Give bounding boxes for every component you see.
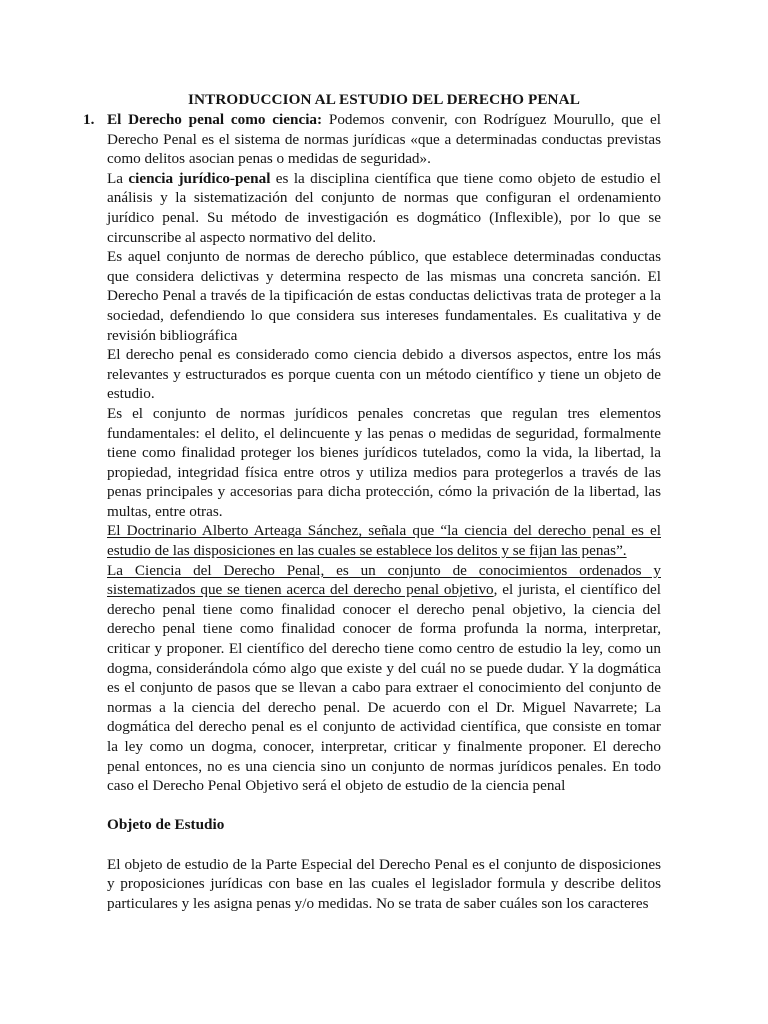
paragraph-derecho-publico: Es aquel conjunto de normas de derecho público, que establece determinadas conductas que considera delictivas y determina respecto de las mismas una concreta sanción. El Derecho Penal a través de la tipificación de estas conductas delictivas trata de proteger a la sociedad, defendiendo lo que considera sus intereses fundamentales. Es cualitativa y de revisión bibliográfica <box>107 248 661 344</box>
paragraph-conjunto-normas: Es el conjunto de normas jurídicos penales concretas que regulan tres elementos fundamentales: el delito, el delincuente y las penas o medidas de seguridad, formalmente tiene como finalidad proteger los bienes jurídicos tutelados, como la vida, la libertad, la propiedad, integridad física entre otros y utiliza medios para protegerlos a través de las penas principales y accesorias para dicha protección, cómo la privación de la libertad, las multas, entre otras. <box>107 404 661 520</box>
paragraph-ciencia-text: es la disciplina científica que tiene como objeto de estudio el análisis y la sistematización del conjunto de normas que configuran el ordenamiento jurídico penal. Su método de investigación es dogmático (Inflexible), por lo que se circunscribe al aspecto normativo del delito. <box>107 169 661 246</box>
document-title: INTRODUCCION AL ESTUDIO DEL DERECHO PENAL <box>188 91 580 108</box>
paragraph-ciencia-term: ciencia jurídico-penal <box>128 169 271 187</box>
paragraph-considerado-ciencia: El derecho penal es considerado como ciencia debido a diversos aspectos, entre los más relevantes y estructurados es porque cuenta con un método científico y tiene un objeto de estudio. <box>107 346 661 403</box>
paragraph-definition-text: Podemos convenir, con Rodríguez Mourullo, que el Derecho Penal es el sistema de normas jurídicas «que a determinadas conductas previstas como delitos asocian penas o medidas de seguridad». <box>107 111 661 168</box>
paragraph-ciencia-derecho-penal <box>107 561 661 796</box>
paragraph-objeto-estudio: El objeto de estudio de la Parte Especial del Derecho Penal es el conjunto de disposiciones y proposiciones jurídicas con base en las cuales el legislador formula y describe delitos particulares y les asigna penas y/o medidas. No se trata de saber cuáles son los caracteres <box>107 855 661 912</box>
section-1 <box>83 110 661 913</box>
heading-objeto-de-estudio: Objeto de Estudio <box>107 816 225 834</box>
paragraph-ciencia-juridico-penal <box>107 169 661 247</box>
paragraph-ciencia-underlined: La Ciencia del Derecho Penal, es un conjunto de conocimientos ordenados y sistematizados que se tienen acerca del derecho penal objetivo <box>107 561 661 599</box>
section-number: 1. <box>83 111 95 128</box>
paragraph-arteaga-quote: El Doctrinario Alberto Arteaga Sánchez, señala que “la ciencia del derecho penal es el estudio de las disposiciones en las cuales se establece los delitos y se fijan las penas”. <box>107 522 661 560</box>
paragraph-definition-heading: El Derecho penal como ciencia: <box>107 111 323 128</box>
paragraph-ciencia-prefix: La <box>107 169 129 187</box>
paragraph-ciencia-continuation: , el jurista, el científico del derecho penal tiene como finalidad conocer el derecho penal objetivo, la ciencia del derecho penal tiene como finalidad conocer de forma profunda la norma, interpretar, criticar y proponer. El científico del derecho tiene como centro de estudio la ley, como un dogma, considerándola cómo algo que existe y del cuál no se puede dudar. Y la dogmática es el conjunto de pasos que se llevan a cabo para extraer el conocimiento del conjunto de normas a la ciencia del derecho penal. De acuerdo con el Dr. Miguel Navarrete; La dogmática del derecho penal es el conjunto de actividad científica, que consiste en tomar la ley como un dogma, conocer, interpretar, criticar y finalmente proponer. El derecho penal entonces, no es una ciencia sino un conjunto de normas jurídicos penales. En todo caso el Derecho Penal Objetivo será el objeto de estudio de la ciencia penal <box>107 581 661 795</box>
spacer <box>107 835 661 855</box>
paragraph-definition <box>107 110 661 169</box>
